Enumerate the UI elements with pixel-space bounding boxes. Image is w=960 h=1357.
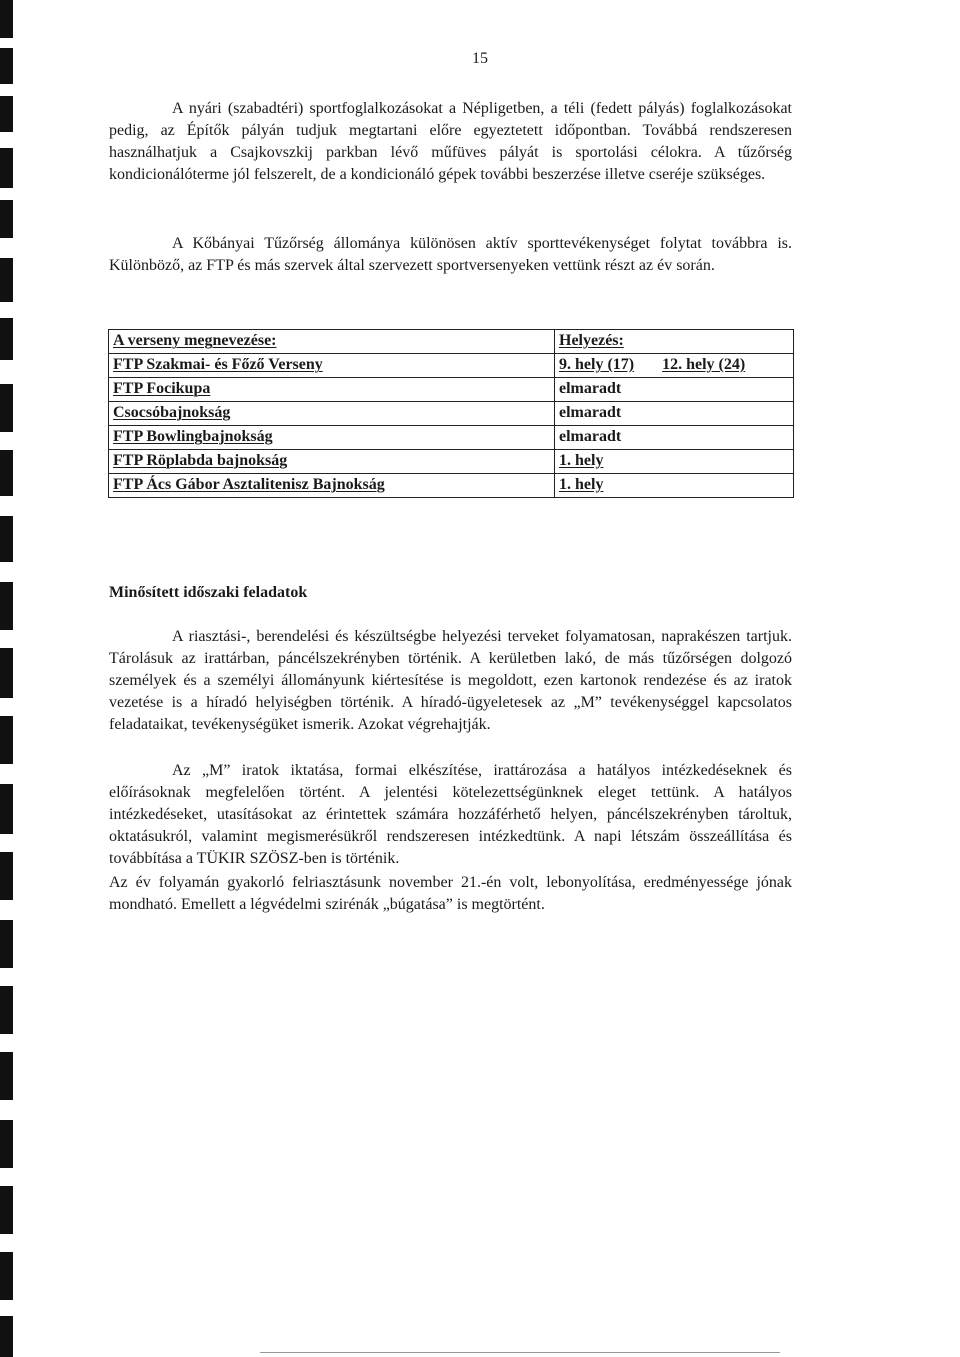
competition-name: Csocsóbajnokság bbox=[109, 402, 555, 426]
competition-position: 9. hely (17) 12. hely (24) bbox=[555, 354, 794, 378]
competition-name: FTP Szakmai- és Főző Verseny bbox=[109, 354, 555, 378]
intro-paragraph-1-text: A nyári (szabadtéri) sportfoglalkozásokat a Népligetben, a téli (fedett pályás) foglalkozásokat pedig, az Építők pályán tudjuk megtartani előre egyeztetett időpontban. Továbbá rendszeresen használhatjuk a Csajkovszkij parkban lévő műfüves pályát is sportolási célokra. A tűzőrség kondicionálóterme jól felszerelt, de a kondicionáló gépek további beszerzése illetve cseréje szükséges. bbox=[109, 100, 792, 183]
competition-name: FTP Ács Gábor Asztalitenisz Bajnokság bbox=[109, 474, 555, 498]
classified-paragraph-3-text: Az év folyamán gyakorló felriasztásunk november 21.-én volt, lebonyolítása, eredményessége jónak mondható. Emellett a légvédelmi szirénák „búgatása” is megtörtént. bbox=[109, 874, 792, 913]
classified-paragraph-1 bbox=[109, 626, 792, 736]
competition-position: elmaradt bbox=[555, 426, 794, 450]
classified-paragraph-2-text: Az „M” iratok iktatása, formai elkészítése, irattározása a hatályos intézkedéseknek és előírásoknak megfelelően történt. A jelentési kötelezettségünknek eleget tettünk. A hatályos intézkedéseket, utasításokat az érintettek számára hozzáférhető helyen, páncélszekrényben tároltuk, oktatásukról, valamint megismerésükről rendszeresen intézkedtünk. A napi létszám összeállítása és továbbítása a TÜKIR SZÖSZ-ben is történik. bbox=[109, 762, 792, 867]
table-row bbox=[109, 378, 794, 402]
classified-paragraph-2 bbox=[109, 760, 792, 870]
header-position: Helyezés: bbox=[555, 330, 794, 354]
competition-name: FTP Röplabda bajnokság bbox=[109, 450, 555, 474]
intro-paragraph-1 bbox=[109, 98, 792, 186]
table-row bbox=[109, 450, 794, 474]
intro-paragraph-2-text: A Kőbányai Tűzőrség állománya különösen aktív sporttevékenységet folytat továbbra is. Különböző, az FTP és más szervek által szervezett sportversenyeken vettünk részt az év során. bbox=[109, 235, 792, 274]
competition-name: FTP Bowlingbajnokság bbox=[109, 426, 555, 450]
classified-paragraph-3 bbox=[109, 872, 792, 916]
table-row bbox=[109, 474, 794, 498]
competition-position: 1. hely bbox=[555, 474, 794, 498]
table-header-row bbox=[109, 330, 794, 354]
intro-paragraph-2 bbox=[109, 233, 792, 277]
competition-position: elmaradt bbox=[555, 378, 794, 402]
classified-paragraph-1-text: A riasztási-, berendelési és készültségbe helyezési terveket folyamatosan, naprakészen tartjuk. Tárolásuk az irattárban, páncélszekrényben történik. A kerületben lakó, de más tűzőrségen dolgozó személyek és a személyi állományunk kiértesítése is megoldott, ezen kartonok rendezése és az iratok vezetése is a híradó helyiségben történik. A híradó-ügyeletesek az „M” tevékenységgel kapcsolatos feladataikat, tevékenységüket ismerik. Azokat végrehajtják. bbox=[109, 628, 792, 733]
scan-binding-edge bbox=[0, 0, 13, 1357]
table-row bbox=[109, 402, 794, 426]
competition-position: elmaradt bbox=[555, 402, 794, 426]
competition-results-table bbox=[108, 329, 794, 498]
competition-position: 1. hely bbox=[555, 450, 794, 474]
competition-name: FTP Focikupa bbox=[109, 378, 555, 402]
table-row bbox=[109, 426, 794, 450]
competition-position-secondary: 12. hely (24) bbox=[662, 356, 746, 373]
section-title-classified: Minősített időszaki feladatok bbox=[109, 584, 308, 601]
page-number: 15 bbox=[472, 50, 488, 67]
footer-scan-line bbox=[260, 1352, 780, 1353]
table-row bbox=[109, 354, 794, 378]
header-competition-name: A verseny megnevezése: bbox=[109, 330, 555, 354]
